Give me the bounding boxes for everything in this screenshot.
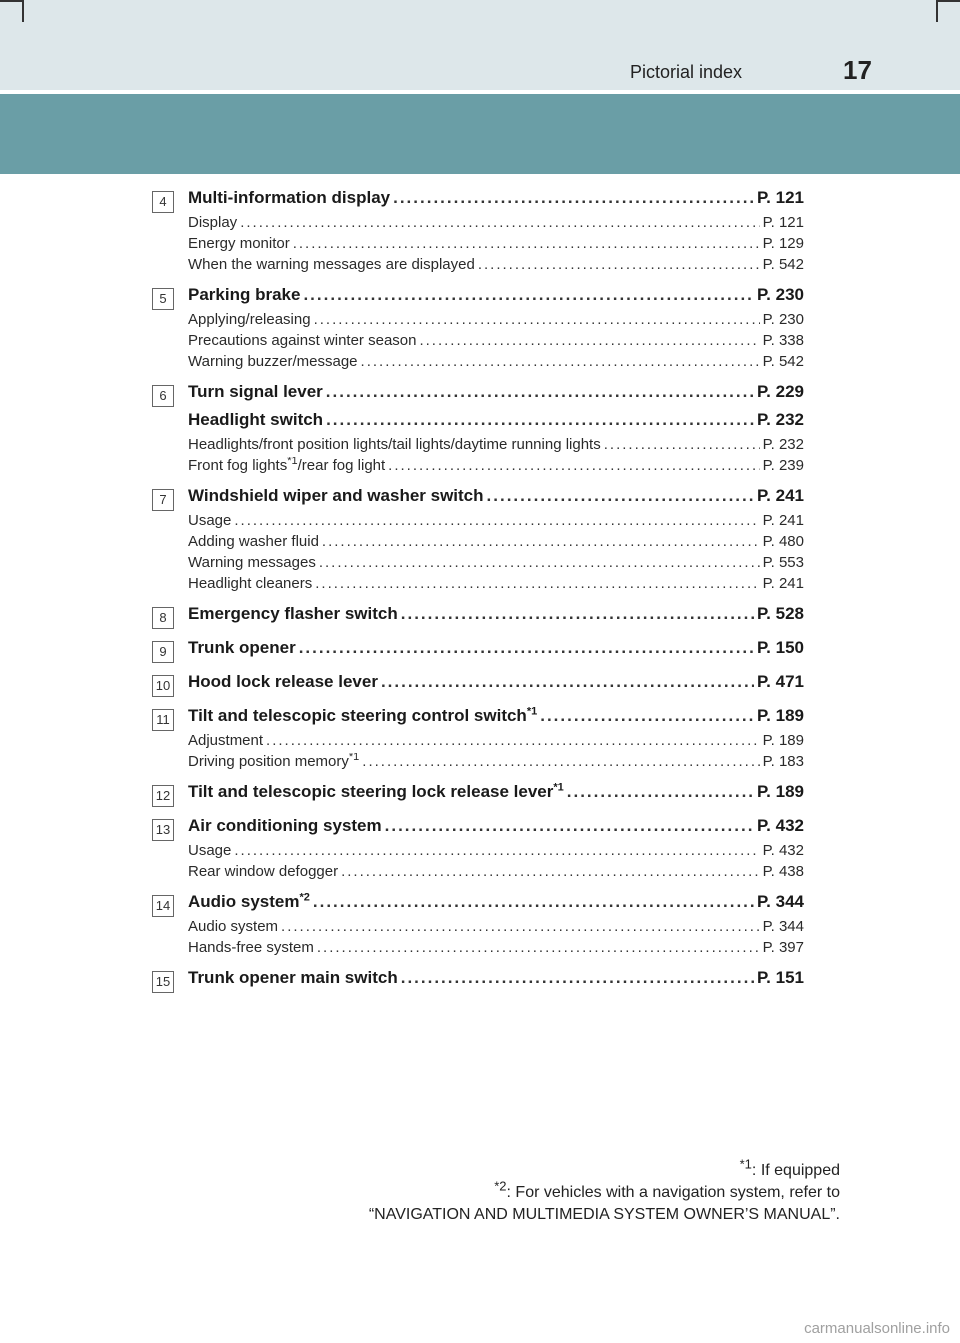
subentry-page-ref[interactable]: P. 183 <box>762 753 804 770</box>
crop-mark <box>938 0 960 2</box>
dot-leader <box>487 486 755 506</box>
header-band <box>0 0 960 90</box>
entry-page-ref[interactable]: P. 189 <box>757 706 804 725</box>
dot-leader <box>313 892 754 912</box>
dot-leader <box>234 512 759 529</box>
subentry-line <box>188 457 804 478</box>
entry-title-text: Audio system <box>188 892 300 911</box>
index-entry <box>152 285 804 374</box>
dot-leader <box>317 939 760 956</box>
subentry-label-suffix: /rear fog light <box>297 457 386 474</box>
entry-title <box>188 382 323 402</box>
entry-title-text: Turn signal lever <box>188 382 323 401</box>
entry-page-ref[interactable]: P. 241 <box>757 486 804 505</box>
item-number-badge: 14 <box>152 895 174 917</box>
entry-page-ref[interactable]: P. 121 <box>757 188 804 207</box>
subentry-line <box>188 436 804 457</box>
dot-leader <box>322 533 760 550</box>
subentry-line <box>188 863 804 884</box>
subentry-label <box>188 575 312 592</box>
crop-mark <box>0 0 22 2</box>
subentry-page-ref[interactable]: P. 432 <box>762 842 804 859</box>
index-entry <box>152 410 804 478</box>
entry-title <box>188 968 398 988</box>
subentry-page-ref[interactable]: P. 239 <box>762 457 804 474</box>
subentry-page-ref[interactable]: P. 338 <box>762 332 804 349</box>
dot-leader <box>326 382 754 402</box>
subentry-label-text: Audio system <box>188 918 279 935</box>
subentry-label <box>188 732 263 749</box>
index-entry <box>152 816 804 884</box>
index-entry <box>152 382 804 408</box>
footnote <box>369 1178 840 1204</box>
item-number-badge: 5 <box>152 288 174 310</box>
subentry-page-ref[interactable]: P. 241 <box>762 575 804 592</box>
index-entry <box>152 968 804 994</box>
dot-leader <box>341 863 759 880</box>
entry-title <box>188 188 390 208</box>
footnote-text: : For vehicles with a navigation system, refer to <box>506 1184 840 1201</box>
entry-title-text: Tilt and telescopic steering control switch <box>188 706 527 725</box>
subentry-label <box>188 842 231 859</box>
dot-leader <box>604 436 760 453</box>
subentry-label-text: Headlights/front position lights/tail lights/daytime running lights <box>188 436 601 453</box>
subentry-label-text: Driving position memory <box>188 753 349 770</box>
entry-title-text: Headlight switch <box>188 410 324 429</box>
dot-leader <box>401 968 754 988</box>
subentry-line <box>188 732 804 753</box>
entry-title-text: Emergency flasher switch <box>188 604 398 623</box>
item-number-badge: 11 <box>152 709 174 731</box>
subentry-label <box>188 235 290 252</box>
subentry-line <box>188 939 804 960</box>
item-number-badge: 4 <box>152 191 174 213</box>
subentry-page-ref[interactable]: P. 129 <box>762 235 804 252</box>
entry-title <box>188 816 382 836</box>
dot-leader <box>361 353 760 370</box>
subentry-page-ref[interactable]: P. 542 <box>762 256 804 273</box>
item-number-badge: 12 <box>152 785 174 807</box>
entry-title <box>188 672 378 692</box>
subentry-page-ref[interactable]: P. 189 <box>762 732 804 749</box>
entry-line <box>188 706 804 732</box>
subentry-label-text: Rear window defogger <box>188 863 339 880</box>
footnote-marker: *1 <box>287 457 298 467</box>
entry-page-ref[interactable]: P. 189 <box>757 782 804 801</box>
entry-line <box>188 486 804 512</box>
watermark: carmanualsonline.info <box>804 1320 950 1337</box>
entry-page-ref[interactable]: P. 229 <box>757 382 804 401</box>
entry-line <box>188 410 804 436</box>
footnote-marker: *1 <box>739 1156 752 1172</box>
subentry-label-text: Front fog lights <box>188 457 288 474</box>
index-entry <box>152 706 804 774</box>
dot-leader <box>303 285 754 305</box>
subentry-label <box>188 753 359 770</box>
footnote-marker: *1 <box>348 753 360 763</box>
subentry-line <box>188 842 804 863</box>
subentry-page-ref[interactable]: P. 397 <box>762 939 804 956</box>
crop-mark <box>936 0 938 22</box>
entry-page-ref[interactable]: P. 432 <box>757 816 804 835</box>
dot-leader <box>293 235 760 252</box>
subentry-page-ref[interactable]: P. 438 <box>762 863 804 880</box>
subentry-label <box>188 214 237 231</box>
footnote-text: : If equipped <box>751 1162 840 1179</box>
entry-line <box>188 816 804 842</box>
entry-title <box>188 638 296 658</box>
index-entry <box>152 188 804 277</box>
dot-leader <box>362 753 759 770</box>
subentry-page-ref[interactable]: P. 121 <box>762 214 804 231</box>
entry-title-text: Multi-information display <box>188 188 391 207</box>
entry-page-ref[interactable]: P. 230 <box>757 285 804 304</box>
dot-leader <box>419 332 759 349</box>
subentry-line <box>188 256 804 277</box>
subentry-label <box>188 332 416 349</box>
entry-title <box>188 706 537 726</box>
index-entry <box>152 486 804 596</box>
entry-title-text: Tilt and telescopic steering lock release lever <box>188 782 554 801</box>
subentry-label-text: Display <box>188 214 238 231</box>
subentry-label <box>188 256 475 273</box>
footnote-marker: *2 <box>494 1178 507 1194</box>
entry-title-text: Parking brake <box>188 285 301 304</box>
entry-line <box>188 188 804 214</box>
index-entry <box>152 672 804 698</box>
subentry-line <box>188 353 804 374</box>
dot-leader <box>319 554 760 571</box>
entry-line <box>188 604 804 630</box>
entry-title-text: Windshield wiper and washer switch <box>188 486 484 505</box>
item-number-badge: 9 <box>152 641 174 663</box>
subentry-page-ref[interactable]: P. 542 <box>762 353 804 370</box>
subentry-page-ref[interactable]: P. 241 <box>762 512 804 529</box>
entry-page-ref[interactable]: P. 471 <box>757 672 804 691</box>
subentry-label-text: Headlight cleaners <box>188 575 313 592</box>
subentry-line <box>188 533 804 554</box>
section-band <box>0 94 960 174</box>
entry-page-ref[interactable]: P. 232 <box>757 410 804 429</box>
item-number-badge: 6 <box>152 385 174 407</box>
footnote-marker: *1 <box>553 782 564 794</box>
index-entry <box>152 782 804 808</box>
subentry-page-ref[interactable]: P. 553 <box>762 554 804 571</box>
entry-line <box>188 968 804 994</box>
dot-leader <box>393 188 754 208</box>
subentry-label-text: Warning buzzer/message <box>188 353 358 370</box>
index-entry <box>152 892 804 960</box>
subentry-line <box>188 214 804 235</box>
entry-title <box>188 782 564 802</box>
subentry-label-text: Precautions against winter season <box>188 332 417 349</box>
index-list <box>152 188 804 1002</box>
page-number: 17 <box>843 55 872 85</box>
entry-title-text: Air conditioning system <box>188 816 382 835</box>
subentry-label <box>188 533 319 550</box>
subentry-page-ref[interactable]: P. 232 <box>762 436 804 453</box>
entry-line <box>188 672 804 698</box>
dot-leader <box>385 816 754 836</box>
dot-leader <box>401 604 754 624</box>
entry-line <box>188 782 804 808</box>
entry-line <box>188 382 804 408</box>
footnote-marker: *1 <box>526 706 538 718</box>
footnotes <box>368 1156 840 1226</box>
subentry-page-ref[interactable]: P. 344 <box>762 918 804 935</box>
entry-title <box>188 285 300 305</box>
entry-line <box>188 285 804 311</box>
subentry-line <box>188 311 804 332</box>
subentry-label <box>188 918 278 935</box>
entry-title <box>188 604 398 624</box>
subentry-page-ref[interactable]: P. 480 <box>762 533 804 550</box>
entry-page-ref[interactable]: P. 528 <box>757 604 804 623</box>
entry-title <box>188 486 484 506</box>
index-entry <box>152 638 804 664</box>
subentry-line <box>188 332 804 353</box>
item-number-badge: 13 <box>152 819 174 841</box>
subentry-label-text: Warning messages <box>188 554 316 571</box>
subentry-line <box>188 235 804 256</box>
index-entry <box>152 604 804 630</box>
subentry-line <box>188 575 804 596</box>
subentry-label-text: Adding washer fluid <box>188 533 319 550</box>
subentry-label <box>188 512 231 529</box>
subentry-label-text: Usage <box>188 842 232 859</box>
entry-page-ref[interactable]: P. 344 <box>757 892 804 911</box>
dot-leader <box>315 575 759 592</box>
subentry-line <box>188 918 804 939</box>
subentry-page-ref[interactable]: P. 230 <box>762 311 804 328</box>
subentry-label-text: When the warning messages are displayed <box>188 256 475 273</box>
subentry-label <box>188 436 601 453</box>
entry-title <box>188 410 323 430</box>
subentry-label-text: Adjustment <box>188 732 264 749</box>
entry-title-text: Trunk opener <box>188 638 296 657</box>
footnote <box>369 1156 840 1182</box>
dot-leader <box>326 410 754 430</box>
dot-leader <box>567 782 754 802</box>
dot-leader <box>234 842 759 859</box>
footnote <box>369 1204 840 1226</box>
dot-leader <box>299 638 754 658</box>
dot-leader <box>540 706 754 726</box>
subentry-line <box>188 512 804 533</box>
dot-leader <box>381 672 754 692</box>
item-number-badge: 7 <box>152 489 174 511</box>
item-number-badge: 15 <box>152 971 174 993</box>
subentry-label <box>188 863 338 880</box>
crop-mark <box>22 0 24 22</box>
subentry-label-text: Usage <box>188 512 232 529</box>
entry-title <box>188 892 310 912</box>
subentry-label <box>188 457 385 474</box>
dot-leader <box>266 732 760 749</box>
subentry-line <box>188 554 804 575</box>
subentry-label <box>188 554 316 571</box>
entry-line <box>188 892 804 918</box>
footnote-text: “NAVIGATION AND MULTIMEDIA SYSTEM OWNER’S MANUAL”. <box>368 1206 840 1223</box>
dot-leader <box>478 256 760 273</box>
entry-page-ref[interactable]: P. 151 <box>757 968 804 987</box>
footnote-marker: *2 <box>299 892 310 904</box>
dot-leader <box>314 311 760 328</box>
section-title: Pictorial index <box>630 62 743 82</box>
subentry-label <box>188 311 311 328</box>
subentry-label <box>188 939 314 956</box>
entry-title-text: Hood lock release lever <box>188 672 378 691</box>
item-number-badge: 8 <box>152 607 174 629</box>
dot-leader <box>388 457 759 474</box>
entry-page-ref[interactable]: P. 150 <box>757 638 804 657</box>
entry-line <box>188 638 804 664</box>
entry-title-text: Trunk opener main switch <box>188 968 398 987</box>
subentry-label-text: Applying/releasing <box>188 311 311 328</box>
dot-leader <box>281 918 760 935</box>
subentry-line <box>188 753 804 774</box>
subentry-label-text: Hands-free system <box>188 939 314 956</box>
subentry-label <box>188 353 358 370</box>
dot-leader <box>240 214 759 231</box>
item-number-badge: 10 <box>152 675 174 697</box>
subentry-label-text: Energy monitor <box>188 235 290 252</box>
